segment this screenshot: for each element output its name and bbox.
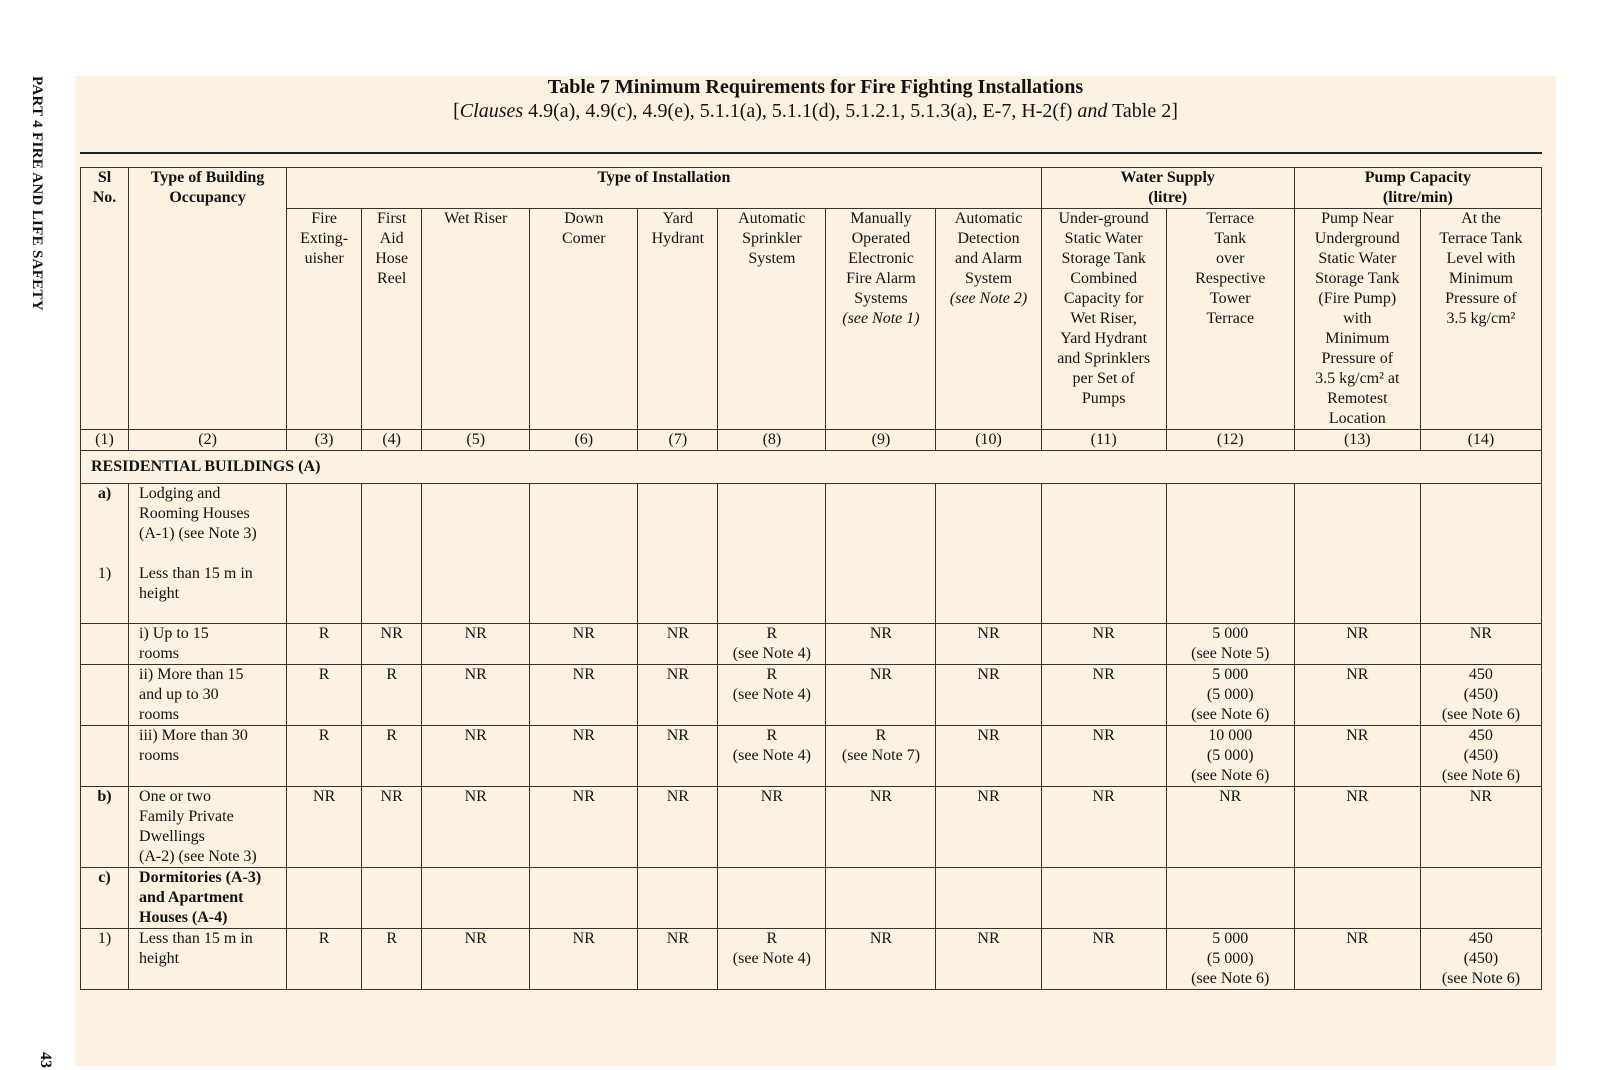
table-cell: NR — [826, 624, 936, 665]
column-number: (10) — [936, 430, 1041, 451]
column-number: (1) — [81, 430, 129, 451]
table-cell: R (see Note 4) — [718, 624, 826, 665]
clauses-list: 4.9(a), 4.9(c), 4.9(e), 5.1.1(a), 5.1.1(d), 5.1.2.1, 5.1.3(a), E-7, H-2(f) — [528, 100, 1073, 122]
header-manual-alarm — [826, 209, 936, 430]
header-auto-detection-note: (see Note 2) — [949, 290, 1028, 307]
empty-cell — [1420, 868, 1541, 929]
empty-cell — [638, 484, 718, 624]
table-row — [81, 484, 1542, 624]
empty-cell — [530, 484, 638, 624]
empty-cell — [936, 868, 1041, 929]
side-running-title: PART 4 FIRE AND LIFE SAFETY — [29, 76, 45, 311]
table-cell: 450 (450) (see Note 6) — [1420, 726, 1541, 787]
table-cell: NR — [936, 787, 1041, 868]
column-number: (5) — [422, 430, 530, 451]
table-cell: NR — [530, 665, 638, 726]
table-row — [81, 929, 1542, 990]
title-rule — [80, 152, 1542, 154]
table-cell: NR — [1294, 787, 1420, 868]
header-auto-detection-text: Automatic Detection and Alarm System — [954, 210, 1023, 287]
occupancy-lodging-code: (A-1) (see Note 3) — [139, 525, 257, 542]
occupancy-label: i) Up to 15 rooms — [129, 624, 287, 665]
clauses-and: and — [1077, 100, 1108, 122]
table-cell: NR — [530, 929, 638, 990]
table-cell: NR — [638, 929, 718, 990]
table-cell: 450 (450) (see Note 6) — [1420, 665, 1541, 726]
occupancy-lodging: Lodging and Rooming Houses — [139, 485, 250, 522]
table-clauses: [Clauses 4.9(a), 4.9(c), 4.9(e), 5.1.1(a), 5.1.1(d), 5.1.2.1, 5.1.3(a), E-7, H-2(f) and Table 2] — [453, 100, 1178, 122]
table-cell: NR — [422, 929, 530, 990]
empty-cell — [362, 484, 422, 624]
row-sl: b) — [81, 787, 129, 868]
table-cell: NR — [718, 787, 826, 868]
header-manual-alarm-text: Manually Operated Electronic Fire Alarm Systems — [846, 210, 916, 307]
table-cell: R — [362, 665, 422, 726]
row-sl-a: a) — [97, 485, 112, 502]
occupancy-height: Less than 15 m in height — [139, 565, 253, 602]
table-cell: R — [362, 726, 422, 787]
table-cell: NR — [1294, 726, 1420, 787]
section-row — [81, 451, 1542, 484]
table-cell: NR — [1041, 624, 1166, 665]
header-water-supply: Water Supply (litre) — [1041, 168, 1294, 209]
empty-cell — [1166, 484, 1294, 624]
table-cell: NR — [638, 665, 718, 726]
section-heading: RESIDENTIAL BUILDINGS (A) — [81, 451, 1542, 484]
empty-cell — [81, 726, 129, 787]
column-number-row — [81, 430, 1542, 451]
row-occupancy — [129, 787, 287, 868]
header-hose-reel: First Aid Hose Reel — [362, 209, 422, 430]
empty-cell — [718, 868, 826, 929]
table-cell: NR — [362, 624, 422, 665]
table-cell: NR — [936, 726, 1041, 787]
table-cell: R (see Note 7) — [826, 726, 936, 787]
empty-cell — [718, 484, 826, 624]
column-number: (6) — [530, 430, 638, 451]
table-cell: NR — [1041, 929, 1166, 990]
table-cell: NR — [422, 665, 530, 726]
column-number: (11) — [1041, 430, 1166, 451]
column-number: (2) — [129, 430, 287, 451]
table-cell: NR — [530, 726, 638, 787]
table-cell: R — [287, 624, 362, 665]
table-cell: NR — [422, 787, 530, 868]
header-yard-hydrant: Yard Hydrant — [638, 209, 718, 430]
table-cell: NR — [638, 787, 718, 868]
header-fire-pump: Pump Near Underground Static Water Storage Tank (Fire Pump) with Minimum Pressure of 3.5 kg/cm² at Remotest Location — [1294, 209, 1420, 430]
table-cell: NR — [826, 787, 936, 868]
header-manual-alarm-note: (see Note 1) — [842, 310, 920, 327]
table-cell: R — [362, 929, 422, 990]
requirements-table — [80, 167, 1542, 990]
table-cell: NR — [826, 929, 936, 990]
column-number: (13) — [1294, 430, 1420, 451]
empty-cell — [1420, 484, 1541, 624]
empty-cell — [638, 868, 718, 929]
table-row — [81, 726, 1542, 787]
empty-cell — [81, 624, 129, 665]
empty-cell — [362, 868, 422, 929]
table-cell: NR — [638, 726, 718, 787]
table-cell: NR — [1420, 787, 1541, 868]
table-cell: NR — [362, 787, 422, 868]
empty-cell — [81, 665, 129, 726]
table-cell: R — [287, 665, 362, 726]
header-fire-extinguisher: Fire Exting- uisher — [287, 209, 362, 430]
empty-cell — [422, 484, 530, 624]
page-number: 43 — [37, 1052, 54, 1068]
table-cell: NR — [638, 624, 718, 665]
table-cell: 5 000 (see Note 5) — [1166, 624, 1294, 665]
row-sl-a1: 1) — [97, 565, 112, 582]
table-cell: 5 000 (5 000) (see Note 6) — [1166, 929, 1294, 990]
row-sl: 1) — [81, 929, 129, 990]
column-number: (4) — [362, 430, 422, 451]
header-auto-detection — [936, 209, 1041, 430]
occupancy-dormitories: Dormitories (A-3) and Apartment Houses (A-4) — [129, 868, 287, 929]
empty-cell — [287, 868, 362, 929]
empty-cell — [1166, 868, 1294, 929]
empty-cell — [936, 484, 1041, 624]
clauses-tail: Table 2] — [1112, 100, 1178, 122]
header-pump-capacity: Pump Capacity (litre/min) — [1294, 168, 1541, 209]
header-terrace-tank: Terrace Tank over Respective Tower Terrace — [1166, 209, 1294, 430]
table-cell: 5 000 (5 000) (see Note 6) — [1166, 665, 1294, 726]
table-cell: NR — [936, 624, 1041, 665]
table-title: Table 7 Minimum Requirements for Fire Fighting Installations — [547, 76, 1084, 98]
occupancy-label: iii) More than 30 rooms — [129, 726, 287, 787]
table-cell: NR — [530, 624, 638, 665]
empty-cell — [826, 868, 936, 929]
table-cell: NR — [1294, 665, 1420, 726]
occupancy-dwellings: One or two Family Private Dwellings — [139, 788, 234, 845]
table-cell: R — [287, 726, 362, 787]
header-wet-riser: Wet Riser — [422, 209, 530, 430]
row-sl — [81, 484, 129, 624]
table-cell: NR — [287, 787, 362, 868]
table-row — [81, 787, 1542, 868]
table-cell: NR — [530, 787, 638, 868]
empty-cell — [1041, 484, 1166, 624]
table-cell: NR — [1294, 929, 1420, 990]
column-number: (7) — [638, 430, 718, 451]
table-cell: R — [287, 929, 362, 990]
clauses-word: Clauses — [459, 100, 524, 122]
empty-cell — [287, 484, 362, 624]
occupancy-label: Less than 15 m in height — [129, 929, 287, 990]
header-type-of-installation: Type of Installation — [287, 168, 1042, 209]
empty-cell — [530, 868, 638, 929]
table-cell: NR — [826, 665, 936, 726]
column-number: (12) — [1166, 430, 1294, 451]
table-cell: NR — [1041, 787, 1166, 868]
table-cell: R (see Note 4) — [718, 665, 826, 726]
table-cell: NR — [1294, 624, 1420, 665]
row-occupancy — [129, 484, 287, 624]
occupancy-dwellings-code: (A-2) (see Note 3) — [139, 848, 257, 865]
table-cell: NR — [422, 624, 530, 665]
table-cell: NR — [1041, 665, 1166, 726]
empty-cell — [1041, 868, 1166, 929]
header-down-comer: Down Comer — [530, 209, 638, 430]
table-cell: 450 (450) (see Note 6) — [1420, 929, 1541, 990]
table-row — [81, 665, 1542, 726]
empty-cell — [1294, 484, 1420, 624]
header-underground-tank: Under-ground Static Water Storage Tank Combined Capacity for Wet Riser, Yard Hydrant and Sprinklers per Set of Pumps — [1041, 209, 1166, 430]
table-cell: NR — [1041, 726, 1166, 787]
table-cell: R (see Note 4) — [718, 726, 826, 787]
header-terrace-level-pump: At the Terrace Tank Level with Minimum Pressure of 3.5 kg/cm² — [1420, 209, 1541, 430]
empty-cell — [826, 484, 936, 624]
table-cell: R (see Note 4) — [718, 929, 826, 990]
column-number: (14) — [1420, 430, 1541, 451]
table-cell: 10 000 (5 000) (see Note 6) — [1166, 726, 1294, 787]
table-cell: NR — [1420, 624, 1541, 665]
table-row — [81, 624, 1542, 665]
header-sprinkler: Automatic Sprinkler System — [718, 209, 826, 430]
empty-cell — [422, 868, 530, 929]
table-cell: NR — [422, 726, 530, 787]
occupancy-label: ii) More than 15 and up to 30 rooms — [129, 665, 287, 726]
header-sl-no: Sl No. — [81, 168, 129, 430]
header-occupancy: Type of Building Occupancy — [129, 168, 287, 430]
row-sl: c) — [81, 868, 129, 929]
table-cell: NR — [936, 929, 1041, 990]
column-number: (8) — [718, 430, 826, 451]
column-number: (3) — [287, 430, 362, 451]
table-cell: NR — [1166, 787, 1294, 868]
empty-cell — [1294, 868, 1420, 929]
column-number: (9) — [826, 430, 936, 451]
table-cell: NR — [936, 665, 1041, 726]
table-row — [81, 868, 1542, 929]
